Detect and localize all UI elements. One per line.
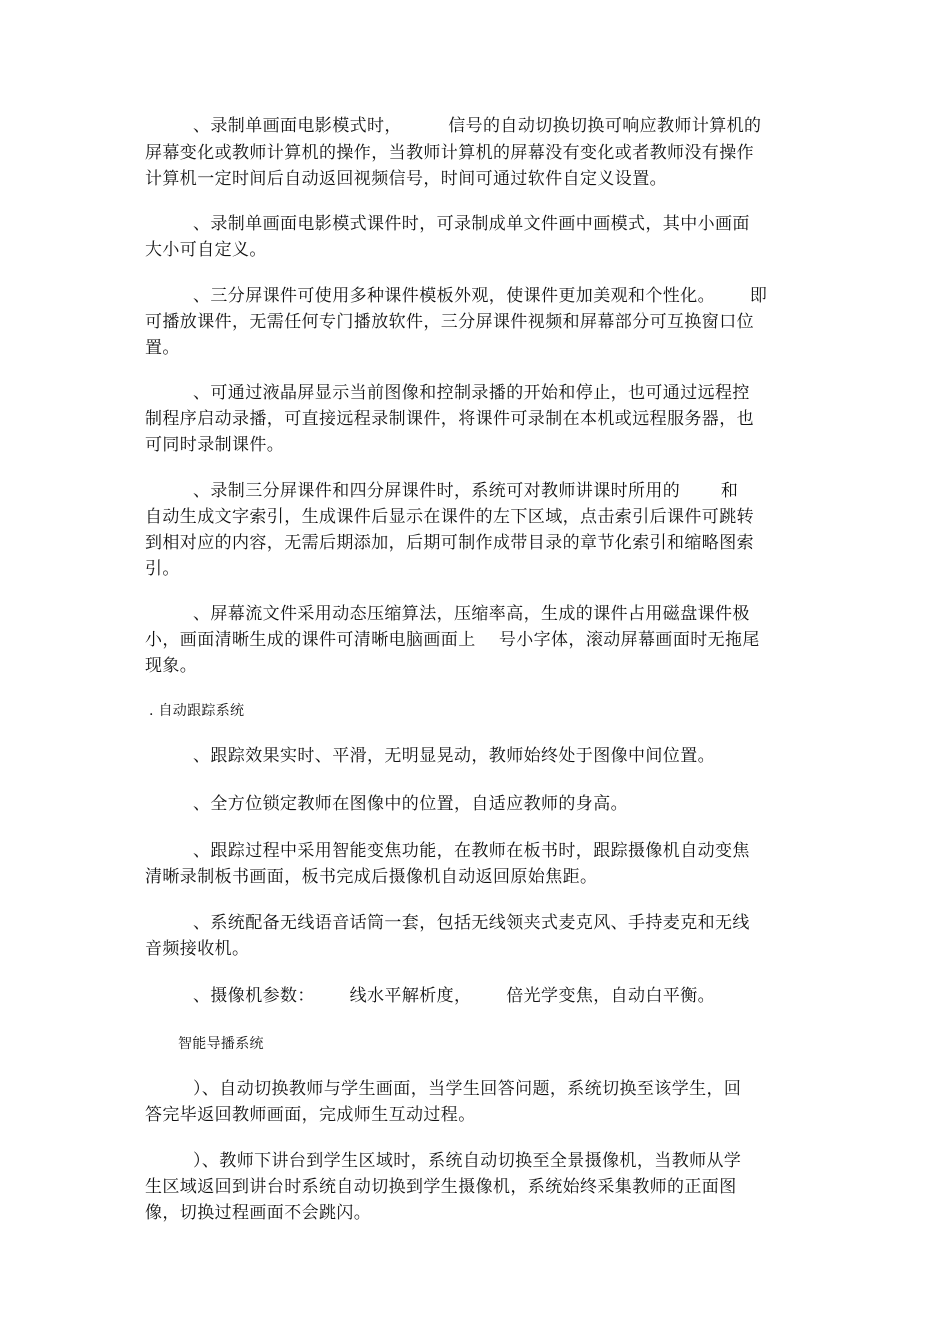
paragraph-4-line-2: 制程序启动录播，可直接远程录制课件，将课件可录制在本机或远程服务器，也 bbox=[145, 409, 754, 429]
paragraph-3-line-3: 置。 bbox=[145, 338, 180, 358]
paragraph-3-line-2: 可播放课件，无需任何专门播放软件，三分屏课件视频和屏幕部分可互换窗口位 bbox=[145, 312, 754, 332]
paragraph-5-line-3: 到相对应的内容，无需后期添加，后期可制作成带目录的章节化索引和缩略图索 bbox=[145, 533, 754, 553]
tracking-item-3-line-1: 、跟踪过程中采用智能变焦功能，在教师在板书时，跟踪摄像机自动变焦 bbox=[193, 841, 750, 861]
paragraph-4-line-3: 可同时录制课件。 bbox=[145, 435, 285, 455]
paragraph-2-line-2: 大小可自定义。 bbox=[145, 240, 267, 260]
paragraph-5-line-1: 、录制三分屏课件和四分屏课件时，系统可对教师讲课时所用的 和 bbox=[193, 481, 739, 501]
paragraph-5-line-2: 自动生成文字索引，生成课件后显示在课件的左下区域，点击索引后课件可跳转 bbox=[145, 507, 754, 527]
paragraph-3-line-1: 、三分屏课件可使用多种课件模板外观，使课件更加美观和个性化。 即 bbox=[193, 286, 768, 306]
paragraph-4-line-1: 、可通过液晶屏显示当前图像和控制录播的开始和停止，也可通过远程控 bbox=[193, 383, 750, 403]
paragraph-5-line-4: 引。 bbox=[145, 559, 180, 579]
tracking-item-5: 、摄像机参数： 线水平解析度， 倍光学变焦，自动白平衡。 bbox=[193, 986, 716, 1006]
paragraph-1-line-1: 、录制单画面电影模式时， 信号的自动切换切换可响应教师计算机的 bbox=[193, 116, 762, 136]
paragraph-6-line-2: 小，画面清晰生成的课件可清晰电脑画面上 号小字体，滚动屏幕画面时无拖尾 bbox=[145, 630, 760, 650]
section-heading-smart-director: 智能导播系统 bbox=[178, 1036, 264, 1052]
director-item-2-line-1: ）、教师下讲台到学生区域时，系统自动切换至全景摄像机，当教师从学 bbox=[193, 1151, 742, 1171]
paragraph-6-line-3: 现象。 bbox=[145, 656, 198, 676]
director-item-2-line-2: 生区域返回到讲台时系统自动切换到学生摄像机，系统始终采集教师的正面图 bbox=[145, 1177, 737, 1197]
tracking-item-4-line-1: 、系统配备无线语音话筒一套，包括无线领夹式麦克风、手持麦克和无线 bbox=[193, 913, 750, 933]
paragraph-2-line-1: 、录制单画面电影模式课件时，可录制成单文件画中画模式，其中小画面 bbox=[193, 214, 750, 234]
paragraph-1-line-3: 计算机一定时间后自动返回视频信号，时间可通过软件自定义设置。 bbox=[145, 169, 667, 189]
paragraph-1-line-2: 屏幕变化或教师计算机的操作，当教师计算机的屏幕没有变化或者教师没有操作 bbox=[145, 143, 754, 163]
tracking-item-2: 、全方位锁定教师在图像中的位置，自适应教师的身高。 bbox=[193, 794, 628, 814]
section-heading-auto-tracking: . 自动跟踪系统 bbox=[149, 703, 245, 719]
tracking-item-4-line-2: 音频接收机。 bbox=[145, 939, 250, 959]
director-item-2-line-3: 像，切换过程画面不会跳闪。 bbox=[145, 1203, 372, 1223]
director-item-1-line-2: 答完毕返回教师画面，完成师生互动过程。 bbox=[145, 1105, 476, 1125]
tracking-item-3-line-2: 清晰录制板书画面，板书完成后摄像机自动返回原始焦距。 bbox=[145, 867, 598, 887]
paragraph-6-line-1: 、屏幕流文件采用动态压缩算法，压缩率高，生成的课件占用磁盘课件极 bbox=[193, 604, 750, 624]
director-item-1-line-1: ）、自动切换教师与学生画面，当学生回答问题，系统切换至该学生，回 bbox=[193, 1079, 742, 1099]
tracking-item-1: 、跟踪效果实时、平滑，无明显晃动，教师始终处于图像中间位置。 bbox=[193, 746, 715, 766]
